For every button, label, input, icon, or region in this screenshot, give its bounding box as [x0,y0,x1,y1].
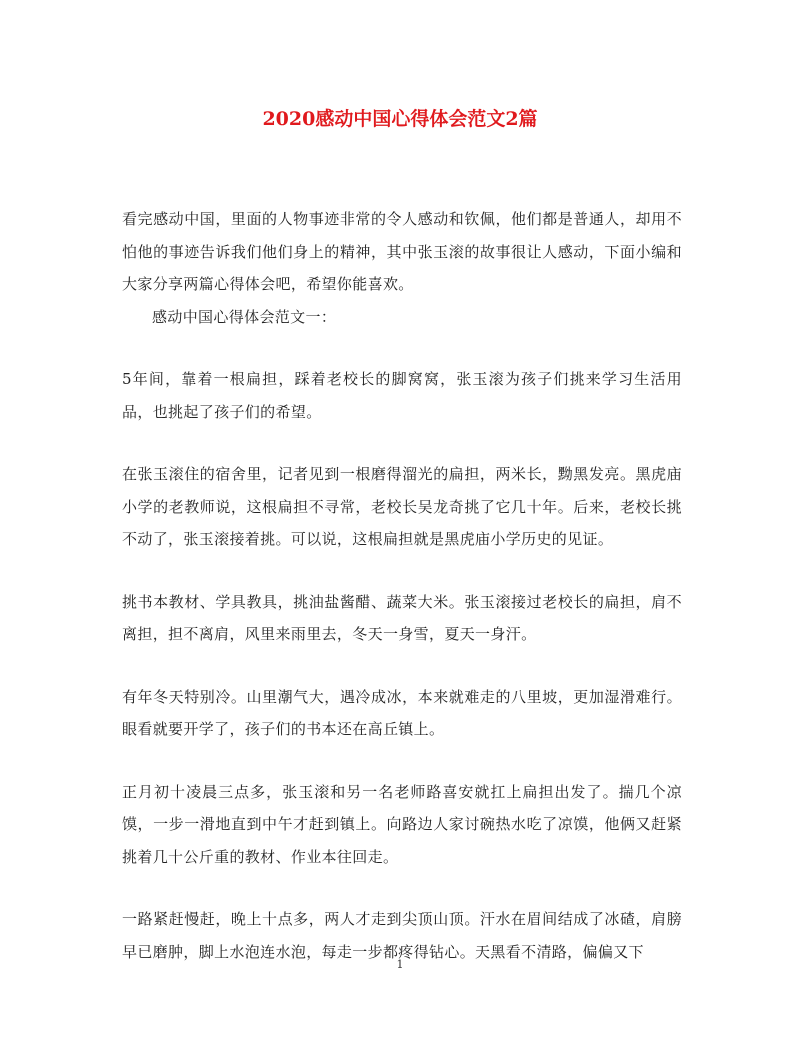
paragraph: 5年间，靠着一根扁担，踩着老校长的脚窝窝，张玉滚为孩子们挑来学习生活用品，也挑起了孩子们的希望。 [122,370,682,421]
page-number: 1 [396,958,404,971]
paragraph: 挑书本教材、学具教具，挑油盐酱醋、蔬菜大米。张玉滚接过老校长的扁担，肩不离担，担不离肩，风里来雨里去，冬天一身雪，夏天一身汗。 [122,592,682,643]
section-heading: 感动中国心得体会范文一： [152,307,337,326]
paragraph: 一路紧赶慢赶，晚上十点多，两人才走到尖顶山顶。汗水在眉间结成了冰碴，肩膀早已磨肿，脚上水泡连水泡，每走一步都疼得钻心。天黑看不清路，偏偏又下 [122,910,682,961]
document-body [122,203,682,968]
document-title: 2020感动中国心得体会范文2篇 [262,108,538,130]
paragraph: 正月初十凌晨三点多，张玉滚和另一名老师路喜安就扛上扁担出发了。揣几个凉馍，一步一滑地直到中午才赶到镇上。向路边人家讨碗热水吃了凉馍，他俩又赶紧挑着几十公斤重的教材、作业本往回走。 [122,782,682,866]
intro-paragraph: 看完感动中国，里面的人物事迹非常的令人感动和钦佩，他们都是普通人，却用不怕他的事迹告诉我们他们身上的精神，其中张玉滚的故事很让人感动，下面小编和大家分享两篇心得体会吧，希望你能喜欢。 [122,210,682,293]
paragraph: 有年冬天特别冷。山里潮气大，遇冷成冰，本来就难走的八里坡，更加湿滑难行。眼看就要开学了，孩子们的书本还在高丘镇上。 [122,687,682,738]
paragraph: 在张玉滚住的宿舍里，记者见到一根磨得溜光的扁担，两米长，黝黑发亮。黑虎庙小学的老教师说，这根扁担不寻常，老校长吴龙奇挑了它几十年。后来，老校长挑不动了，张玉滚接着挑。可以说，这根扁担就是黑虎庙小学历史的见证。 [122,465,682,548]
